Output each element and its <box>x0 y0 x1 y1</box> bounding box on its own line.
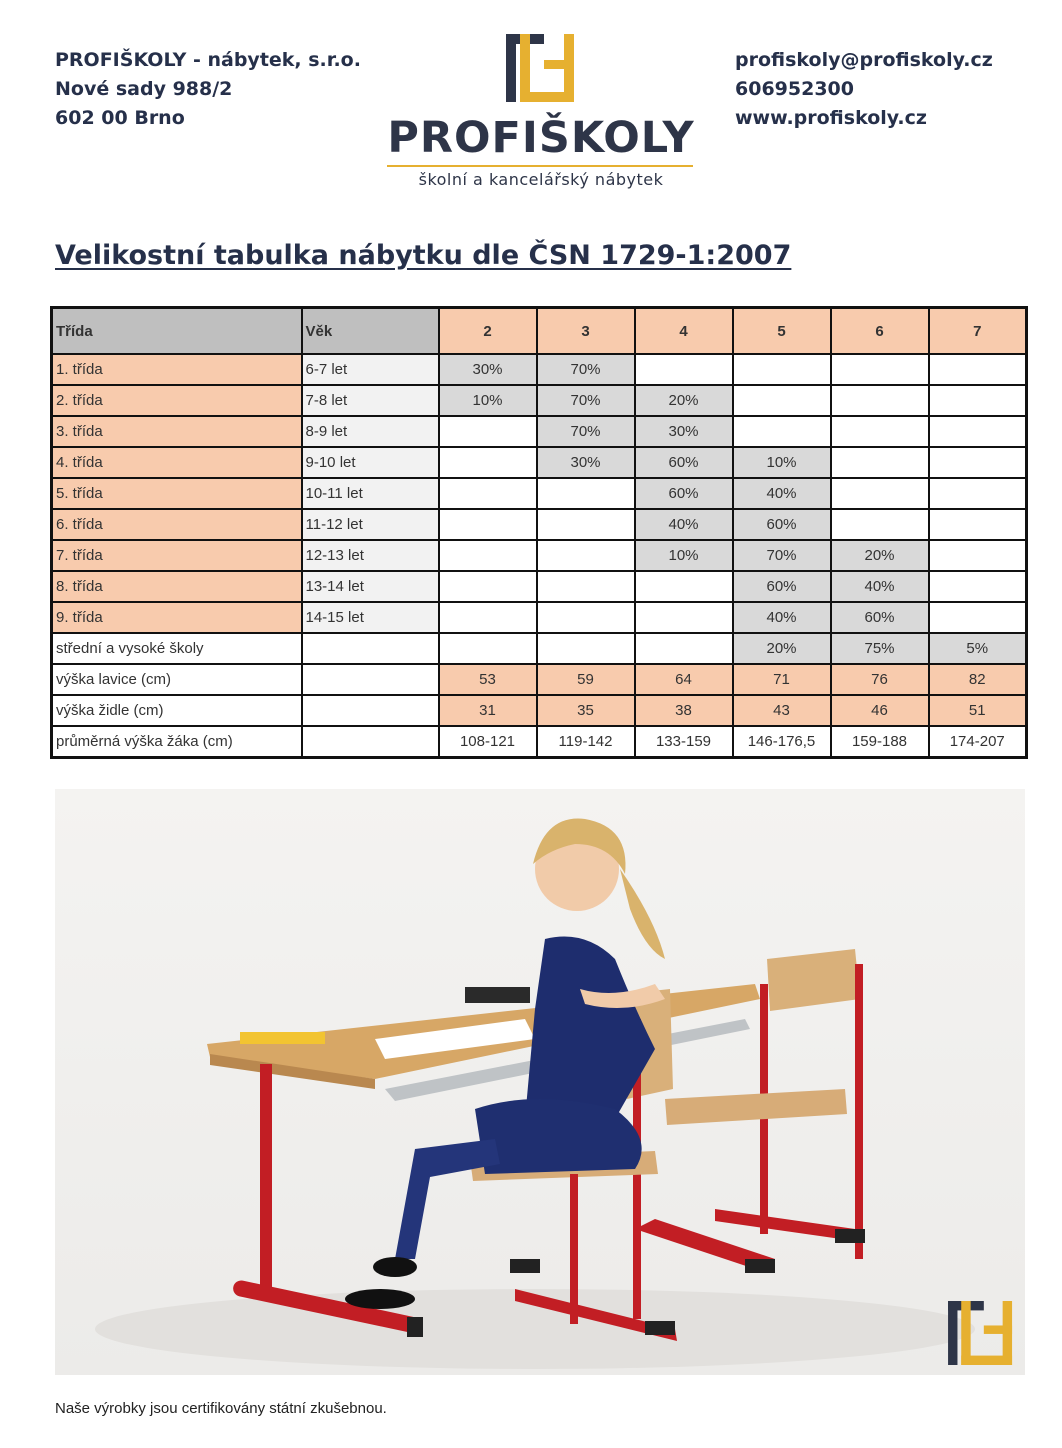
product-photo <box>55 789 1025 1375</box>
size-table <box>50 306 1028 759</box>
page-title: Velikostní tabulka nábytku dle ČSN 1729-1:2007 <box>55 240 792 271</box>
table-row <box>52 540 1027 571</box>
size-value: 59 <box>537 664 635 695</box>
age-range: 7-8 let <box>302 385 439 416</box>
table-row <box>52 509 1027 540</box>
share-cell <box>929 385 1027 416</box>
share-cell: 60% <box>831 602 929 633</box>
age-range: 9-10 let <box>302 447 439 478</box>
header-size: 3 <box>537 308 635 355</box>
share-cell <box>831 354 929 385</box>
share-cell: 40% <box>733 478 831 509</box>
share-cell: 60% <box>635 447 733 478</box>
share-cell <box>537 571 635 602</box>
chair-height-row <box>52 695 1027 726</box>
share-cell <box>929 354 1027 385</box>
class-label: 4. třída <box>52 447 302 478</box>
header-class: Třída <box>52 308 302 355</box>
logo-divider <box>387 165 693 167</box>
size-table-body <box>52 308 1027 758</box>
share-cell <box>439 540 537 571</box>
table-row <box>52 447 1027 478</box>
table-row <box>52 385 1027 416</box>
header-size: 7 <box>929 308 1027 355</box>
company-city: 602 00 Brno <box>55 107 185 129</box>
class-label: 7. třída <box>52 540 302 571</box>
share-cell: 10% <box>439 385 537 416</box>
size-value: 71 <box>733 664 831 695</box>
size-value: 53 <box>439 664 537 695</box>
share-cell <box>635 571 733 602</box>
size-value: 64 <box>635 664 733 695</box>
age-range: 8-9 let <box>302 416 439 447</box>
row-label: výška lavice (cm) <box>52 664 302 695</box>
share-cell: 75% <box>831 633 929 664</box>
desk-height-row <box>52 664 1027 695</box>
company-street: Nové sady 988/2 <box>55 78 233 100</box>
table-header-row <box>52 308 1027 355</box>
class-label: 6. třída <box>52 509 302 540</box>
share-cell: 10% <box>635 540 733 571</box>
age-range: 10-11 let <box>302 478 439 509</box>
share-cell <box>537 478 635 509</box>
share-cell <box>439 478 537 509</box>
share-cell: 70% <box>537 385 635 416</box>
size-value: 133-159 <box>635 726 733 758</box>
header-age: Věk <box>302 308 439 355</box>
share-cell: 70% <box>733 540 831 571</box>
share-cell <box>537 633 635 664</box>
share-cell: 70% <box>537 416 635 447</box>
age-range: 13-14 let <box>302 571 439 602</box>
share-cell <box>733 416 831 447</box>
class-label: 9. třída <box>52 602 302 633</box>
age-range: 12-13 let <box>302 540 439 571</box>
class-label: střední a vysoké školy <box>52 633 302 664</box>
class-label: 8. třída <box>52 571 302 602</box>
table-row <box>52 478 1027 509</box>
size-value: 146-176,5 <box>733 726 831 758</box>
share-cell <box>439 571 537 602</box>
certification-note: Naše výrobky jsou certifikovány státní zkušebnou. <box>55 1400 387 1417</box>
class-label: 2. třída <box>52 385 302 416</box>
brand-logo <box>385 30 697 195</box>
share-cell <box>439 633 537 664</box>
share-cell <box>831 478 929 509</box>
share-cell: 70% <box>537 354 635 385</box>
td-logo-icon <box>506 34 576 102</box>
table-row <box>52 354 1027 385</box>
share-cell <box>635 354 733 385</box>
contact-email[interactable]: profiskoly@profiskoly.cz <box>735 49 993 71</box>
age-range: 14-15 let <box>302 602 439 633</box>
company-name: PROFIŠKOLY - nábytek, s.r.o. <box>55 49 361 71</box>
contact-web[interactable]: www.profiskoly.cz <box>735 107 927 129</box>
size-value: 159-188 <box>831 726 929 758</box>
share-cell: 20% <box>733 633 831 664</box>
size-value: 38 <box>635 695 733 726</box>
share-cell <box>929 416 1027 447</box>
share-cell: 30% <box>439 354 537 385</box>
share-cell <box>635 633 733 664</box>
share-cell <box>929 602 1027 633</box>
size-value: 82 <box>929 664 1027 695</box>
share-cell <box>537 602 635 633</box>
age-range <box>302 633 439 664</box>
share-cell <box>733 385 831 416</box>
size-value: 119-142 <box>537 726 635 758</box>
share-cell <box>831 509 929 540</box>
share-cell <box>929 509 1027 540</box>
table-row <box>52 633 1027 664</box>
empty-cell <box>302 695 439 726</box>
share-cell <box>929 571 1027 602</box>
empty-cell <box>302 664 439 695</box>
table-row <box>52 571 1027 602</box>
share-cell <box>831 416 929 447</box>
company-address <box>55 46 361 133</box>
share-cell <box>439 447 537 478</box>
header-size: 6 <box>831 308 929 355</box>
size-value: 31 <box>439 695 537 726</box>
row-label: výška židle (cm) <box>52 695 302 726</box>
class-label: 3. třída <box>52 416 302 447</box>
share-cell: 60% <box>635 478 733 509</box>
size-value: 108-121 <box>439 726 537 758</box>
share-cell <box>439 602 537 633</box>
header-size: 4 <box>635 308 733 355</box>
share-cell: 60% <box>733 509 831 540</box>
share-cell: 20% <box>635 385 733 416</box>
share-cell: 40% <box>635 509 733 540</box>
class-label: 1. třída <box>52 354 302 385</box>
size-value: 43 <box>733 695 831 726</box>
size-value: 174-207 <box>929 726 1027 758</box>
age-range: 6-7 let <box>302 354 439 385</box>
contact-phone: 606952300 <box>735 78 854 100</box>
share-cell: 5% <box>929 633 1027 664</box>
share-cell: 60% <box>733 571 831 602</box>
share-cell <box>929 478 1027 509</box>
size-value: 76 <box>831 664 929 695</box>
header-size: 5 <box>733 308 831 355</box>
share-cell <box>831 447 929 478</box>
size-value: 35 <box>537 695 635 726</box>
share-cell <box>537 540 635 571</box>
age-range: 11-12 let <box>302 509 439 540</box>
empty-cell <box>302 726 439 758</box>
share-cell <box>929 447 1027 478</box>
share-cell: 40% <box>831 571 929 602</box>
pupil-height-row <box>52 726 1027 758</box>
share-cell: 30% <box>537 447 635 478</box>
share-cell <box>831 385 929 416</box>
share-cell: 30% <box>635 416 733 447</box>
share-cell <box>537 509 635 540</box>
logo-wordmark: PROFIŠKOLY <box>387 113 695 163</box>
header-size: 2 <box>439 308 537 355</box>
share-cell: 10% <box>733 447 831 478</box>
table-row <box>52 602 1027 633</box>
size-value: 46 <box>831 695 929 726</box>
share-cell <box>439 509 537 540</box>
share-cell: 40% <box>733 602 831 633</box>
class-label: 5. třída <box>52 478 302 509</box>
logo-tagline: školní a kancelářský nábytek <box>418 170 664 189</box>
share-cell: 20% <box>831 540 929 571</box>
contact-info <box>735 46 993 133</box>
size-value: 51 <box>929 695 1027 726</box>
row-label: průměrná výška žáka (cm) <box>52 726 302 758</box>
share-cell <box>439 416 537 447</box>
share-cell <box>929 540 1027 571</box>
share-cell <box>635 602 733 633</box>
share-cell <box>733 354 831 385</box>
table-row <box>52 416 1027 447</box>
